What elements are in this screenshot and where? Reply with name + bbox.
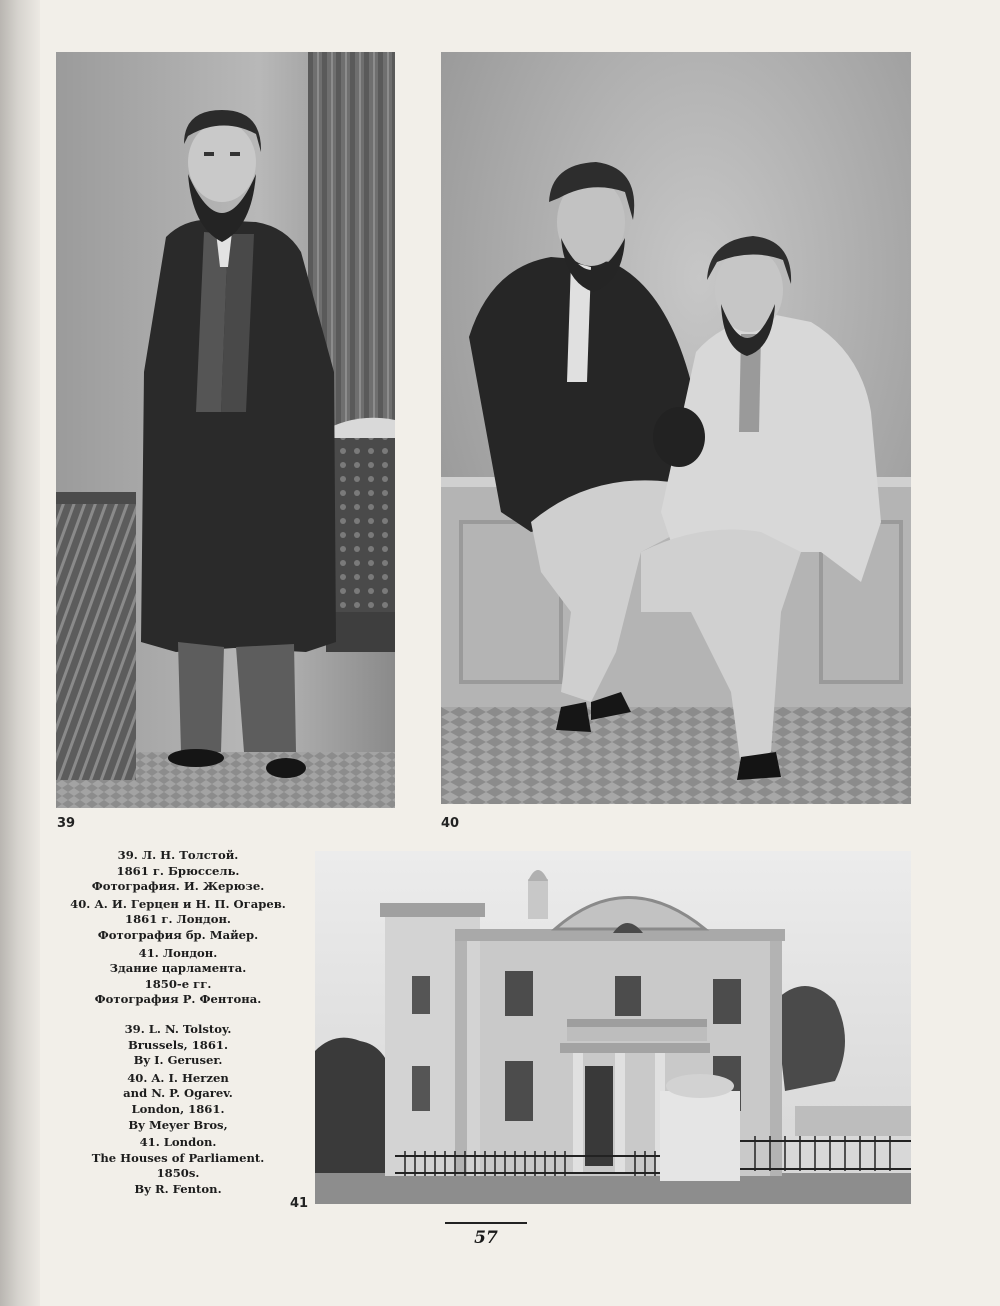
figure-number-41: 41 — [290, 1196, 309, 1211]
caption-ru-39 — [58, 848, 298, 895]
caption-line: The Houses of Parliament. — [91, 1150, 265, 1165]
caption-ru-40 — [58, 897, 298, 944]
caption-line: London, 1861. — [131, 1101, 225, 1116]
caption-line: and N. P. Ogarev. — [123, 1086, 233, 1101]
caption-line: Фотография бр. Майер. — [97, 927, 259, 942]
caption-line: By Meyer Bros, — [128, 1117, 228, 1132]
caption-line: Фотография. И. Жерюзе. — [91, 879, 265, 894]
photo-london-building — [315, 851, 911, 1204]
caption-line: 1861 г. Лондон. — [125, 912, 231, 927]
caption-line: Здание царламента. — [109, 961, 247, 976]
caption-line: By R. Fenton. — [134, 1181, 222, 1196]
figure-number-40: 40 — [441, 816, 460, 831]
caption-en-39 — [58, 1022, 298, 1069]
caption-line: 41. Лондон. — [138, 945, 218, 960]
figure-number-39: 39 — [57, 816, 76, 831]
photo-herzen-ogarev — [441, 52, 911, 804]
book-spine-shadow — [0, 0, 40, 1306]
caption-line: 39. Л. Н. Толстой. — [117, 848, 239, 862]
caption-en-41 — [58, 1135, 298, 1197]
caption-line: 40. А. И. Герцен и Н. П. Огарев. — [70, 896, 286, 911]
caption-line: 40. A. I. Herzen — [127, 1070, 229, 1085]
caption-line: 1850-е гг. — [144, 976, 212, 991]
caption-line: 39. L. N. Tolstoy. — [124, 1021, 232, 1036]
captions-english — [58, 1022, 298, 1198]
photo-tolstoy — [56, 52, 395, 808]
page-number: 57 — [445, 1222, 527, 1248]
caption-line: 1861 г. Брюссель. — [116, 863, 240, 878]
caption-en-40 — [58, 1071, 298, 1133]
captions-column — [58, 848, 298, 1197]
caption-line: 41. London. — [139, 1135, 217, 1150]
caption-line: By I. Geruser. — [133, 1053, 223, 1068]
caption-line: 1850s. — [156, 1166, 200, 1181]
captions-russian — [58, 848, 298, 1008]
caption-line: Фотография Р. Фентона. — [94, 992, 262, 1007]
caption-ru-41 — [58, 946, 298, 1008]
caption-line: Brussels, 1861. — [127, 1037, 229, 1052]
